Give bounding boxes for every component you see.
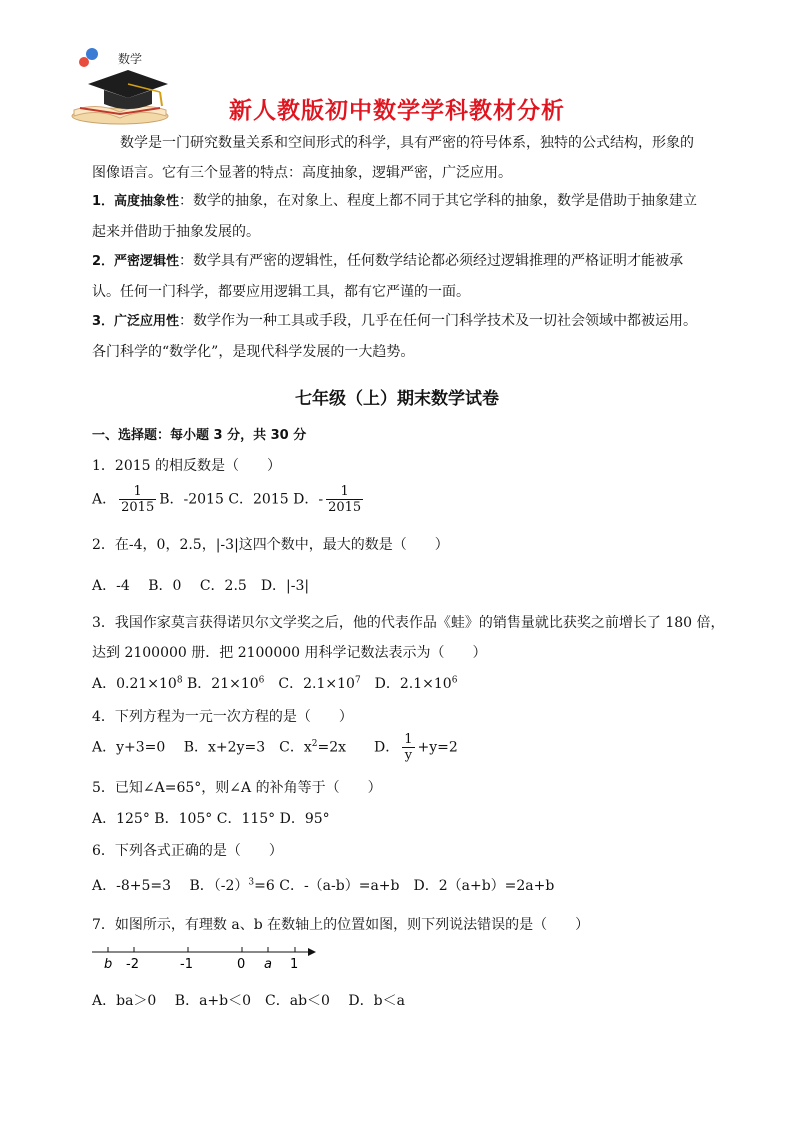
exponent: 2 — [311, 738, 318, 749]
options-text: A．-8+5=3 B．（-2） — [92, 878, 249, 894]
logo-subject-label: 数学 — [118, 52, 143, 66]
fraction-denominator: y — [402, 747, 414, 763]
question-7-options: A．ba＞0 B．a+b＜0 C．ab＜0 D．b＜a — [92, 993, 405, 1009]
question-3-stem-line-2: 达到 2100000 册．把 2100000 用科学记数法表示为（ ） — [92, 645, 487, 661]
feature-label: 2．严密逻辑性 — [92, 254, 180, 269]
question-4-options — [92, 732, 458, 763]
tick-label: 1 — [290, 957, 299, 972]
exponent: 8 — [176, 675, 183, 686]
options-text: =6 C．-（a-b）=a+b D．2（a+b）=2a+b — [254, 878, 555, 894]
feature-label: 1．高度抽象性 — [92, 194, 180, 209]
number-line-figure — [92, 944, 322, 974]
feature-logic — [92, 246, 704, 307]
exponent: 6 — [258, 675, 265, 686]
exam-title: 七年级（上）期末数学试卷 — [295, 389, 499, 409]
question-5-options: A．125° B．105° C．115° D．95° — [92, 811, 330, 827]
feature-text: ：数学的抽象，在对象上、程度上都不同于其它学科的抽象，数学是借助于抽象建立起来并借助于抽象发展的。 — [92, 193, 698, 240]
question-6-options — [92, 875, 554, 895]
fraction — [326, 484, 363, 515]
fraction-numerator: 1 — [404, 732, 413, 747]
question-6-stem: 6．下列各式正确的是（ ） — [92, 843, 283, 859]
option-prefix: A． — [92, 491, 117, 508]
point-a-label: a — [264, 957, 272, 972]
options-text: =2x D． — [317, 739, 400, 756]
options-text: A．y+3=0 B．x+2y=3 C．x — [92, 739, 312, 756]
intro-paragraph: 数学是一门研究数量关系和空间形式的科学，具有严密的符号体系，独特的公式结构，形象的图像语言。它有三个显著的特点：高度抽象，逻辑严密，广泛应用。 — [92, 135, 694, 181]
fraction — [119, 484, 156, 515]
option-a: A．0.21×10 — [92, 676, 177, 692]
feature-abstraction — [92, 186, 704, 247]
question-7-stem: 7．如图所示，有理数 a、b 在数轴上的位置如图，则下列说法错误的是（ ） — [92, 917, 590, 933]
feature-label: 3．广泛应用性 — [92, 314, 180, 329]
tick-label: -2 — [126, 957, 139, 972]
feature-application — [92, 306, 704, 367]
question-1-options — [92, 484, 366, 515]
tick-label: -1 — [180, 957, 193, 972]
section-heading: 一、选择题：每小题 3 分，共 30 分 — [92, 428, 307, 443]
tick-label: 0 — [237, 957, 246, 972]
page-title: 新人教版初中数学学科教材分析 — [229, 98, 565, 124]
exponent: 6 — [451, 675, 458, 686]
question-2-options: A．-4 B．0 C．2.5 D．|-3| — [92, 578, 310, 594]
fraction-denominator: 2015 — [121, 500, 155, 515]
question-3-stem-line-1: 3．我国作家莫言获得诺贝尔文学奖之后，他的代表作品《蛙》的销售量就比获奖之前增长了 180 倍， — [92, 615, 725, 631]
feature-text: ：数学作为一种工具或手段，几乎在任何一门科学技术及一切社会领域中都被运用。各门科学的“数学化”，是现代科学发展的一大趋势。 — [92, 313, 698, 360]
question-5-stem: 5．已知∠A=65°，则∠A 的补角等于（ ） — [92, 780, 382, 796]
feature-text: ：数学具有严密的逻辑性，任何数学结论都必须经过逻辑推理的严格证明才能被承认。任何一门科学，都要应用逻辑工具，都有它严谨的一面。 — [92, 253, 684, 300]
question-3-options — [92, 673, 457, 693]
options-text: +y=2 — [417, 739, 458, 756]
fraction-numerator: 1 — [133, 484, 142, 499]
fraction-denominator: 2015 — [328, 500, 362, 515]
question-4-stem: 4．下列方程为一元一次方程的是（ ） — [92, 709, 353, 725]
fraction-numerator: 1 — [340, 484, 349, 499]
axis-arrow-icon — [308, 948, 316, 956]
fraction — [402, 732, 414, 763]
option-d: D．2.1×10 — [360, 676, 452, 692]
exponent: 7 — [354, 675, 361, 686]
question-1-stem: 1．2015 的相反数是（ ） — [92, 458, 281, 474]
question-2-stem: 2．在-4，0，2.5，|-3|这四个数中，最大的数是（ ） — [92, 537, 449, 553]
exponent: 3 — [248, 877, 255, 888]
option-b: B．21×10 — [182, 676, 259, 692]
options-middle: B．-2015 C．2015 D．- — [159, 491, 324, 508]
point-b-label: b — [104, 957, 113, 972]
option-c: C．2.1×10 — [264, 676, 355, 692]
